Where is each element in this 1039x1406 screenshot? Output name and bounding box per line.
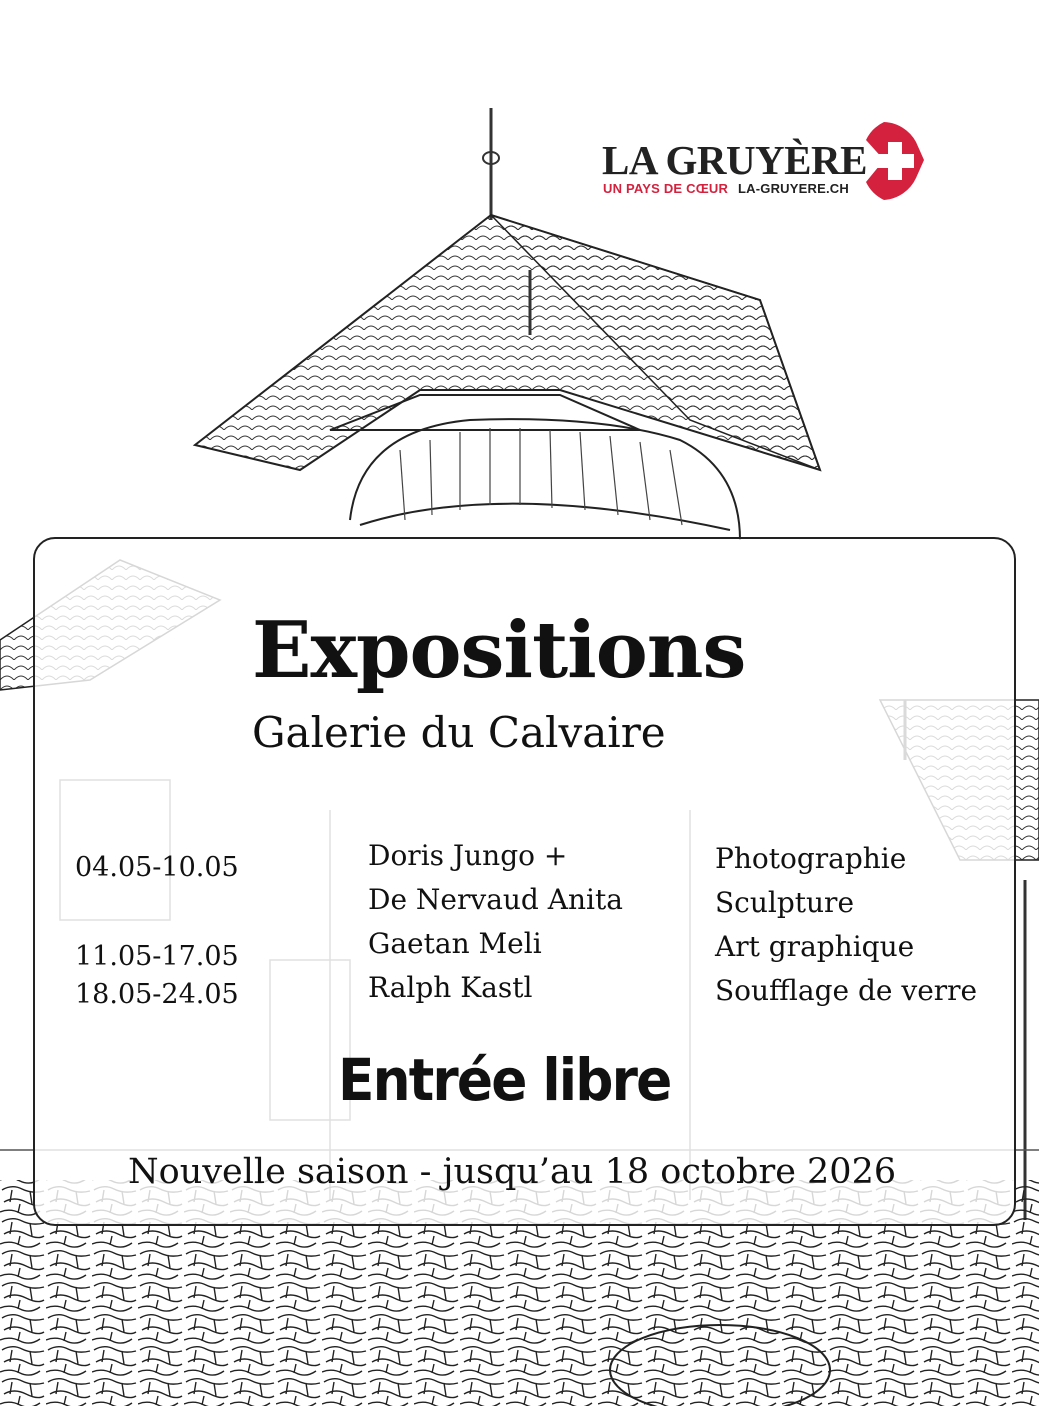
artist-item: Gaetan Meli: [368, 927, 542, 960]
artists-column: [368, 834, 623, 1010]
discipline-item: Art graphique: [715, 930, 915, 963]
logo-url: LA-GRUYERE.CH: [738, 181, 849, 196]
artist-item: Doris Jungo +: [368, 839, 568, 872]
la-gruyere-logo: [600, 120, 930, 205]
discipline-item: Soufflage de verre: [715, 974, 978, 1007]
date-item: 18.05-24.05: [75, 979, 239, 1010]
free-entry-label: Entrée libre: [338, 1046, 671, 1114]
date-item: 11.05-17.05: [75, 941, 239, 972]
poster-title: Expositions: [252, 605, 746, 696]
disciplines-column: [715, 837, 977, 1013]
artist-item: Ralph Kastl: [368, 971, 533, 1004]
discipline-item: Photographie: [715, 842, 907, 875]
swiss-cross-icon: [862, 120, 930, 202]
season-text: Nouvelle saison - jusqu’au 18 octobre 2026: [128, 1152, 897, 1192]
artist-item: De Nervaud Anita: [368, 883, 623, 916]
logo-tagline: UN PAYS DE CŒUR: [603, 181, 729, 196]
discipline-item: Sculpture: [715, 886, 855, 919]
logo-name: LA GRUYÈRE: [602, 137, 867, 183]
date-item: 04.05-10.05: [75, 852, 239, 883]
poster-subtitle: Galerie du Calvaire: [252, 708, 666, 757]
